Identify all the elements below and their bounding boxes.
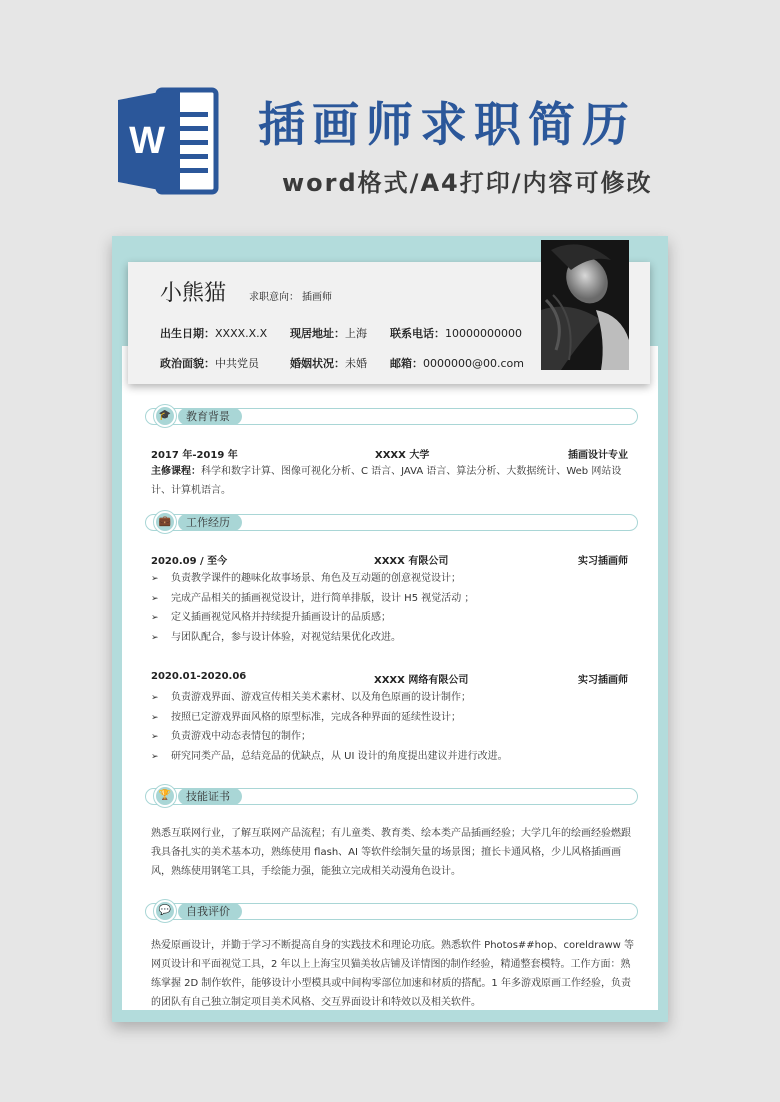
education-courses: 主修课程：科学和数字计算、图像可视化分析、C 语言、JAVA 语言、算法分析、大数据统计、Web 网站设计、计算机语言。 — [151, 466, 622, 496]
candidate-name: 小熊猫 — [160, 281, 227, 306]
education-period: 2017 年-2019 年 — [151, 450, 238, 461]
address: 现居地址：上海 — [290, 327, 367, 340]
portrait-image — [541, 240, 629, 370]
education-major: 插画设计专业 — [568, 450, 628, 461]
job-2-period: 2020.01-2020.06 — [151, 671, 247, 682]
document-subtitle: word格式/A4打印/内容可修改 — [282, 169, 653, 197]
list-item: ➢ 研究同类产品，总结竞品的优缺点，从 UI 设计的角度提出建议并进行改进。 — [151, 747, 635, 767]
speech-bubble-icon: 💬 — [154, 900, 176, 922]
list-item: ➢ 定义插画视觉风格并持续提升插画设计的品质感； — [151, 608, 635, 628]
work-section-title: 工作经历 — [178, 514, 242, 531]
list-item: ➢ 与团队配合，参与设计体验，对视觉结果优化改进。 — [151, 628, 635, 648]
profile-photo — [541, 240, 629, 370]
evaluation-section-title: 自我评价 — [178, 903, 242, 920]
skills-text: 熟悉互联网行业，了解互联网产品流程；有儿童类、教育类、绘本类产品插画经验；大学几年的绘画经验燃跟我具备扎实的美术基本功，熟练使用 flash、AI 等软件绘制矢量的场景图；擅长卡通风格，少儿风格插画画风，熟练使用钢笔工具，手绘能力强，能独立完成相关动漫角色设计。 — [151, 828, 631, 877]
briefcase-icon: 💼 — [154, 511, 176, 533]
list-item: ➢ 完成产品相关的插画视觉设计，进行简单排版，设计 H5 视觉活动 ； — [151, 589, 635, 609]
list-item: ➢ 负责教学课件的趣味化故事场景、角色及互动题的创意视觉设计； — [151, 569, 635, 589]
evaluation-text: 热爱原画设计，并勤于学习不断提高自身的实践技术和理论功底。熟悉软件 Photos##hop、coreldraww 等网页设计和平面视觉工具，2 年以上上海宝贝猫美妆店铺及详情图的制作经验，精通整套模特。工作方面：熟练掌握 2D 制作软件，能够设计小型模具或中间构零部位加速和材质的搭配。1 年多游戏原画工作经验，负责的团队有自己独立制定项目美术风格、交互界面设计和特效以及相关软件。 — [151, 940, 635, 1008]
education-school: XXXX 大学 — [375, 450, 430, 461]
job-2-duties — [151, 688, 635, 766]
politics: 政治面貌：中共党员 — [160, 357, 259, 370]
job-2-company: XXXX 网络有限公司 — [374, 675, 469, 686]
list-item: ➢ 负责游戏中动态表情包的制作； — [151, 727, 635, 747]
header-banner — [0, 0, 780, 232]
list-item: ➢ 负责游戏界面、游戏宣传相关美术素材、以及角色原画的设计制作； — [151, 688, 635, 708]
document-title: 插画师求职简历 — [258, 98, 636, 153]
intent-value: 插画师 — [302, 292, 332, 303]
intent-label: 求职意向： — [249, 292, 299, 303]
job-1-duties — [151, 569, 635, 647]
list-item: ➢ 按照已定游戏界面风格的原型标准，完成各种界面的延续性设计； — [151, 708, 635, 728]
marital-status: 婚姻状况：未婚 — [290, 357, 367, 370]
job-2-position: 实习插画师 — [578, 675, 628, 686]
phone: 联系电话：10000000000 — [390, 327, 522, 340]
job-1-position: 实习插画师 — [578, 556, 628, 567]
graduation-cap-icon: 🎓 — [154, 405, 176, 427]
word-icon — [118, 82, 220, 200]
job-1-period: 2020.09 / 至今 — [151, 556, 228, 567]
skills-section-title: 技能证书 — [178, 788, 242, 805]
svg-text:W: W — [129, 120, 165, 162]
email: 邮箱：0000000@00.com — [390, 357, 524, 370]
birth-date: 出生日期：XXXX.X.X — [160, 327, 268, 340]
trophy-icon: 🏆 — [154, 785, 176, 807]
job-1-company: XXXX 有限公司 — [374, 556, 449, 567]
education-section-title: 教育背景 — [178, 408, 242, 425]
